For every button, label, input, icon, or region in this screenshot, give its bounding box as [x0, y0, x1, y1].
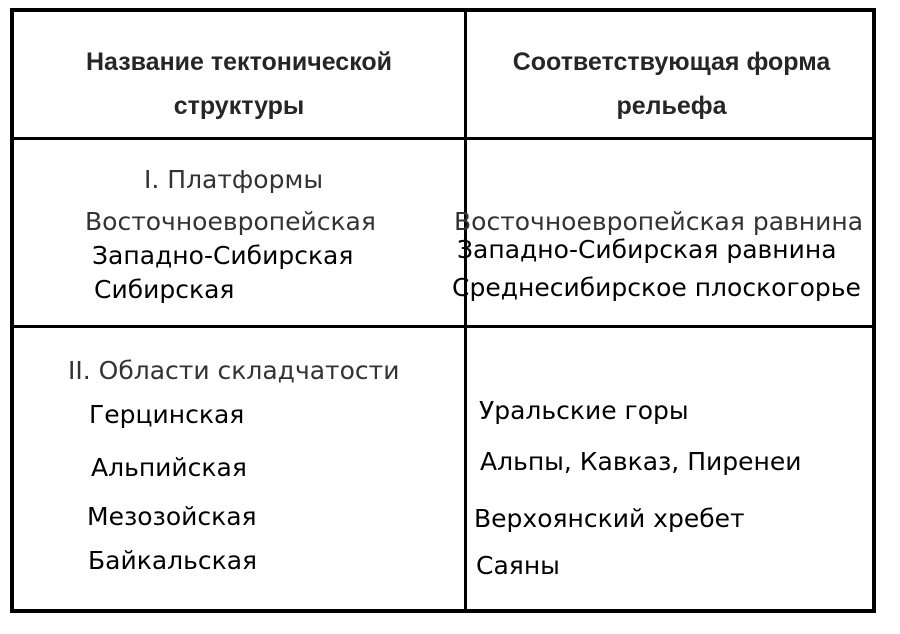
structure-baikal: Байкальская — [88, 546, 258, 575]
tectonic-table — [10, 8, 876, 613]
landform-ural-mountains: Уральские горы — [479, 396, 689, 425]
landform-verkhoyansk-range: Верхоянский хребет — [474, 504, 745, 533]
header-tectonic-structure — [14, 40, 464, 128]
structure-siberian: Сибирская — [94, 275, 235, 304]
structure-hercynian: Герцинская — [89, 400, 245, 429]
structure-mesozoic: Мезозойская — [87, 502, 257, 531]
header-right-line-2: рельефа — [616, 92, 727, 120]
section-title-platforms: I. Платформы — [144, 165, 324, 194]
landform-west-siberian-plain: Западно-Сибирская равнина — [457, 235, 837, 264]
section-title-fold-areas: II. Области складчатости — [68, 356, 400, 385]
header-right-line-1: Соответствующая форма — [512, 48, 831, 76]
landform-east-european-plain: Восточноевропейская равнина — [454, 207, 864, 236]
landform-central-siberian-plateau: Среднесибирское плоскогорье — [452, 273, 861, 302]
structure-west-siberian: Западно-Сибирская — [92, 241, 354, 270]
header-divider — [14, 137, 872, 140]
section-divider — [14, 325, 872, 328]
landform-sayan-mountains: Саяны — [476, 551, 560, 580]
header-landform — [467, 40, 876, 128]
header-left-line-2: структуры — [173, 92, 305, 120]
header-left-line-1: Название тектонической — [85, 48, 393, 76]
landform-alps-caucasus-pyrenees: Альпы, Кавказ, Пиренеи — [480, 447, 802, 476]
structure-east-european: Восточноевропейская — [85, 207, 376, 236]
structure-alpine: Альпийская — [91, 453, 247, 482]
